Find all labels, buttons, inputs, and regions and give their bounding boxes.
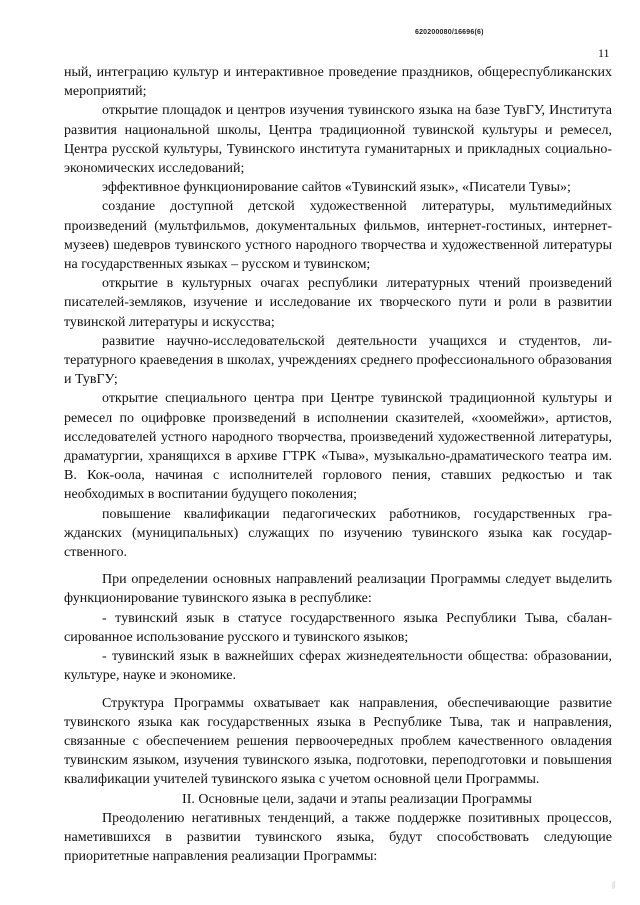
document-code: 620200080/16696(6) (415, 29, 484, 36)
list-item: - тувинский язык в важнейших сферах жизнедеятельности общества: образовании, культуре, науке и экономике. (64, 649, 612, 684)
scan-artifact: ⁄⁄ (609, 880, 618, 890)
body-paragraph: развитие научно-исследовательской деятельности учащихся и студентов, литературного краеведения в школах, учреждениях среднего профессионального образования и ТувГУ; (64, 333, 612, 388)
document-body (64, 63, 612, 866)
body-paragraph: эффективное функционирование сайтов «Тувинский язык», «Писатели Тувы»; (102, 180, 571, 196)
body-paragraph: открытие площадок и центров изучения тувинского языка на базе ТувГУ, Института развития национальной школы, Центра традиционной тувинской культуры и ремесел, Центра русской культуры, Тувинского института гуманитарных и прикладных социально-экономических исследований; (64, 103, 612, 177)
list-item: - тувинский язык в статусе государственного языка Республики Тыва, сбалансированное использование русского и тувинского языков; (64, 610, 612, 645)
body-paragraph: открытие в культурных очагах республики литературных чтений произведений писателей-земляков, изучение и исследование их творческого пути и роли в развитии тувинской литературы и искусства; (64, 276, 612, 330)
body-paragraph: ный, интеграцию культур и интерактивное проведение праздников, общереспубликанских мероприятий; (64, 65, 612, 100)
body-paragraph: повышение квалификации педагогических работников, государственных гражданских (муниципальных) служащих по изучению тувинского языка как государственного. (64, 506, 612, 561)
section-heading: II. Основные цели, задачи и этапы реализации Программы (182, 791, 532, 807)
body-paragraph: создание доступной детской художественной литературы, мультимедийных произведений (мультфильмов, документальных фильмов, интернет-гостиных, интернет-музеев) шедевров тувинского устного народного творчества и художественной литературы на государственных языках – русском и тувинском; (64, 199, 612, 273)
body-paragraph: открытие специального центра при Центре тувинской традиционной культуры и ремесел по оцифровке произведений в исполнении сказителей, «хоомейжи», артистов, исследователей устного народного творчества, произведений художественной литературы, драматургии, хранящихся в архиве ГТРК «Тыва», музыкально-драматического театра им. В. Кок-оола, начиная с исполнителей горлового пения, ставших редкостью и так необходимых в воспитании будущего поколения; (64, 391, 612, 503)
body-paragraph: Структура Программы охватывает как направления, обеспечивающие развитие тувинского языка как государственных языка в Республике Тыва, так и направления, связанные с обеспечением решения первоочередных проблем качественного овладения тувинским языком, изучения тувинского языка, подготовки, переподготовки и повышения квалификации учителей тувинского языка с учетом основной цели Программы. (64, 695, 612, 788)
page-number: 11 (598, 46, 610, 60)
body-paragraph: При определении основных направлений реализации Программы следует выделить функционирование тувинского языка в республике: (64, 572, 612, 607)
body-paragraph: Преодолению негативных тенденций, а также поддержке позитивных процессов, наметившихся в развитии тувинского языка, будут способствовать следующие приоритетные направления реализации Программы: (64, 810, 612, 865)
